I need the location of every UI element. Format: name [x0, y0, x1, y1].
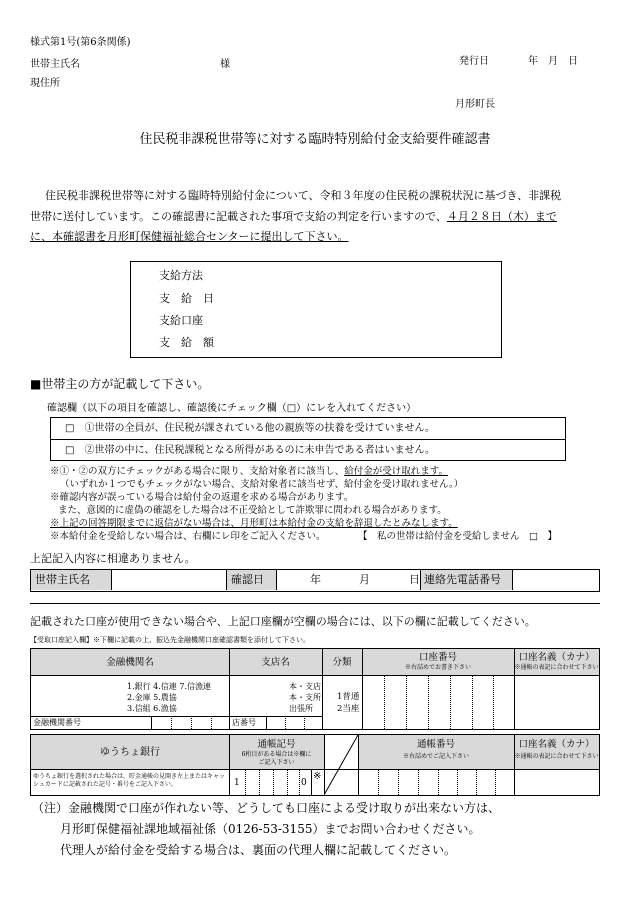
yucho-holder-note: ※通帳の表記に合わせて下さい — [514, 753, 599, 760]
issuer: 月形町長 — [455, 99, 495, 110]
phone-field[interactable] — [512, 570, 599, 590]
footer-line1: （注）金融機関で口座が作れない等、どうしても口座による受け取りが出来ない方は、 — [32, 801, 501, 815]
note-2: （いずれか１つでもチェックがない場合、支給対象者に該当せず、給付金を受け取れません。） — [60, 479, 464, 490]
householder-name-field[interactable] — [111, 570, 227, 590]
note-6: ※本給付金を受給しない場合は、右欄にレ印をご記入ください。 — [50, 531, 326, 542]
sama-label: 様 — [220, 59, 230, 70]
confirm-line: 上記記入内容に相違ありません。 — [30, 552, 196, 565]
section-head: ■世帯主の方が記載して下さい。 — [30, 377, 210, 391]
acct-holder-note: ※通帳の表記に合わせて下さい — [514, 664, 599, 671]
bank-caption: 【受取口座記入欄】※下欄に記載の上、振込先金融機関口座確認書類を添付して下さい。 — [30, 636, 310, 644]
check-item-2[interactable]: □ ②世帯の中に、住民税課税となる所得があるのに未申告である者はいません。 — [65, 445, 436, 456]
decline-checkbox[interactable]: 【 私の世帯は給付金を受給しません □ 】 — [358, 531, 557, 542]
payment-amount-label: 支 給 額 — [159, 336, 214, 349]
addressee-label: 世帯主氏名 — [30, 59, 80, 70]
type-header: 分類 — [332, 657, 352, 668]
acct-types[interactable]: 1普通 2当座 — [337, 692, 360, 714]
diagonal-line — [324, 735, 358, 795]
yucho-no-note: ※右詰めでご記入下さい — [402, 753, 469, 760]
yucho-mark: ※ — [313, 771, 322, 782]
yucho-holder-header: 口座名義（カナ） — [518, 739, 595, 750]
divider — [30, 603, 600, 604]
address-label: 現住所 — [30, 78, 60, 89]
payment-info-box — [130, 261, 502, 358]
page-title: 住民税非課税世帯等に対する臨時特別給付金支給要件確認書 — [139, 132, 491, 147]
inst-code-label: 金融機関番号 — [33, 718, 81, 727]
branch-types[interactable]: 本・支店 本・支所 出張所 — [289, 682, 321, 713]
inst-name-header: 金融機関名 — [106, 657, 154, 668]
intro-line3: に、本確認書を月形町保健福祉総合センターに提出して下さい。 — [30, 230, 349, 243]
intro-line1: 住民税非課税世帯等に対する臨時特別給付金について、令和３年度の住民税の課税状況に基づき、非課税 — [45, 189, 562, 202]
payment-method-label: 支給方法 — [159, 269, 203, 282]
yucho-name: ゆうちょ銀行 — [100, 747, 160, 758]
yucho-explain: ゆうちょ銀行を選択された場合は、貯金通帳の見開き左上またはキャッシュカードに記載された記号・番号をご記入下さい。 — [33, 773, 226, 788]
payment-account-label: 支給口座 — [159, 314, 203, 327]
yucho-code-header: 通帳記号 — [257, 739, 296, 750]
inst-types[interactable]: 1.銀行 4.信連 7.信漁連 2.金庫 5.農協 3.信組 6.漁協 — [127, 682, 211, 713]
check-intro: 確認欄（以下の項目を確認し、確認後にチェック欄（□）にレを入れてください） — [47, 403, 417, 414]
confirm-date-field[interactable]: 年 月 日 — [276, 570, 447, 590]
deadline: ４月２８日（木）まで — [446, 210, 557, 223]
note-1: ※①・②の双方にチェックがある場合に限り、支給対象者に該当し、給付金が受け取れます。 — [50, 466, 448, 477]
note-4: また、意図的に虚偽の確認をした場合は不正受給として詐欺罪に問われる場合があります。 — [58, 505, 447, 516]
acct-holder-header: 口座名義（カナ） — [518, 652, 595, 663]
note-5: ※上記の回答期限までに返信がない場合は、月形町は本給付金の支給を辞退したとみなします。 — [50, 518, 458, 529]
footer-line3: 代理人が給付金を受給する場合は、裏面の代理人欄に記載してください。 — [60, 843, 457, 857]
yucho-table — [30, 734, 600, 796]
bank-table — [30, 648, 600, 730]
check-table — [50, 417, 566, 461]
phone-label: 連絡先電話番号 — [420, 570, 512, 590]
footer-line2: 月形町保健福祉課地域福祉係（0126-53-3155）までお問い合わせください。 — [60, 822, 481, 836]
acct-no-note: ※右詰めでお書き下さい — [404, 664, 471, 671]
alt-account-text: 記載された口座が使用できない場合や、上記口座欄が空欄の場合には、以下の欄に記載してください。 — [30, 615, 536, 628]
confirm-date-label: 確認日 — [226, 570, 276, 590]
yucho-code-note: 6桁目がある場合は※欄にご記入下さい — [241, 751, 312, 766]
branch-code-label: 店番号 — [232, 718, 256, 727]
check-item-1[interactable]: □ ①世帯の全員が、住民税が課されている他の親族等の扶養を受けていません。 — [65, 423, 436, 434]
note-3: ※確認内容が誤っている場合は給付金の返還を求める場合があります。 — [50, 492, 354, 503]
acct-no-header: 口座番号 — [418, 652, 457, 663]
issue-date-units: 年 月 日 — [528, 56, 578, 67]
payment-date-label: 支 給 日 — [159, 292, 214, 305]
yucho-digit-1: 1 — [234, 778, 240, 788]
yucho-no-header: 通帳番号 — [416, 739, 455, 750]
form-number: 様式第1号(第6条関係) — [30, 37, 131, 48]
householder-name-label: 世帯主氏名 — [31, 570, 111, 590]
yucho-digit-0: 0 — [301, 778, 307, 788]
branch-name-header: 支店名 — [261, 657, 290, 668]
intro-line2: 世帯に送付しています。この確認書に記載された事項で支給の判定を行いますので、４月２８日（木）まで — [30, 210, 557, 223]
signature-row — [30, 569, 600, 592]
issue-date-label: 発行日 — [459, 56, 489, 67]
